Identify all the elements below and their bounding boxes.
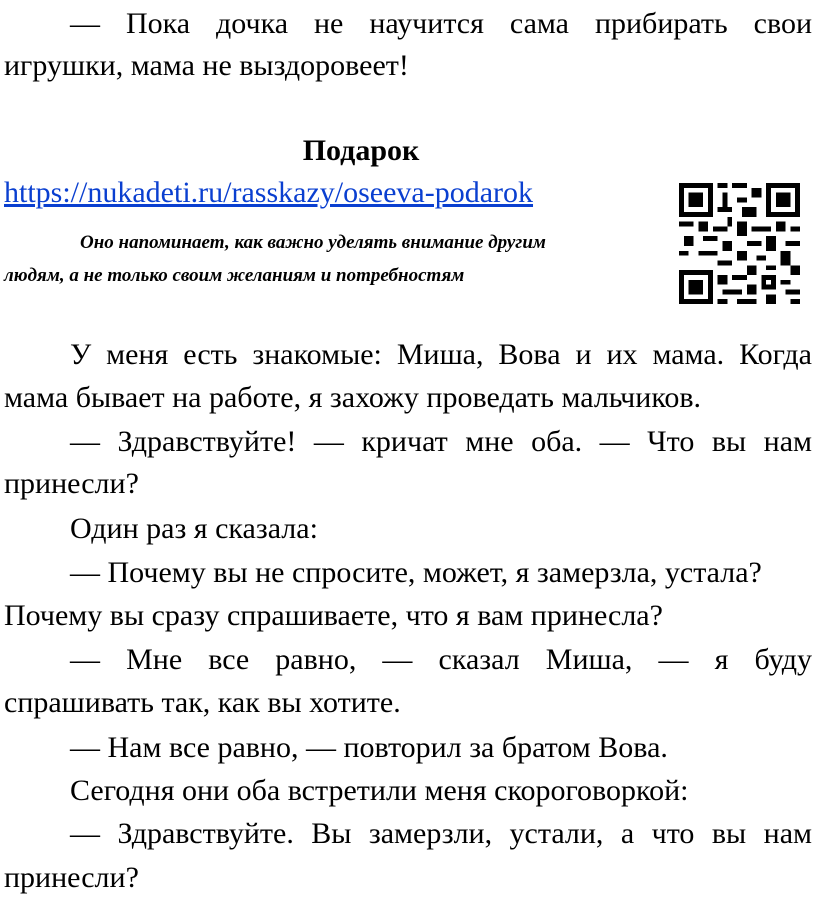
text-line: мама бывает на работе, я захожу проведать мальчиков.: [4, 381, 702, 414]
text-line: — Почему вы не спросите, может, я замерзла, устала?: [70, 556, 762, 589]
text-line: спрашивать так, как вы хотите.: [4, 686, 401, 719]
text-line: У меня есть знакомые: Миша, Вова и их мама. Когда: [70, 338, 812, 371]
summary-line: людям, а не только своим желаниям и потребностям: [4, 265, 465, 286]
story-title: Подарок: [302, 134, 420, 167]
text-line: принесли?: [4, 467, 139, 500]
text-line: — Здравствуйте. Вы замерзли, устали, а что вы нам: [70, 817, 812, 850]
text-line: игрушки, мама не выздоровеет!: [4, 49, 409, 82]
text-line: Один раз я сказала:: [70, 512, 318, 545]
text-line: принесли?: [4, 861, 139, 894]
summary-line: Оно напоминает, как важно уделять внимание другим: [80, 232, 546, 253]
text-line: — Мне все равно, — сказал Миша, — я буду: [70, 643, 812, 676]
text-line: — Пока дочка не научится сама прибирать свои: [70, 7, 812, 40]
text-line: Почему вы сразу спрашиваете, что я вам принесла?: [4, 599, 663, 632]
text-line: — Здравствуйте! — кричат мне оба. — Что вы нам: [70, 425, 812, 458]
text-line: Сегодня они оба встретили меня скороговоркой:: [70, 774, 689, 807]
text-line: — Нам все равно, — повторил за братом Вова.: [70, 731, 668, 764]
qr-code: [677, 183, 802, 304]
story-link[interactable]: https://nukadeti.ru/rasskazy/oseeva-podarok: [4, 176, 534, 209]
